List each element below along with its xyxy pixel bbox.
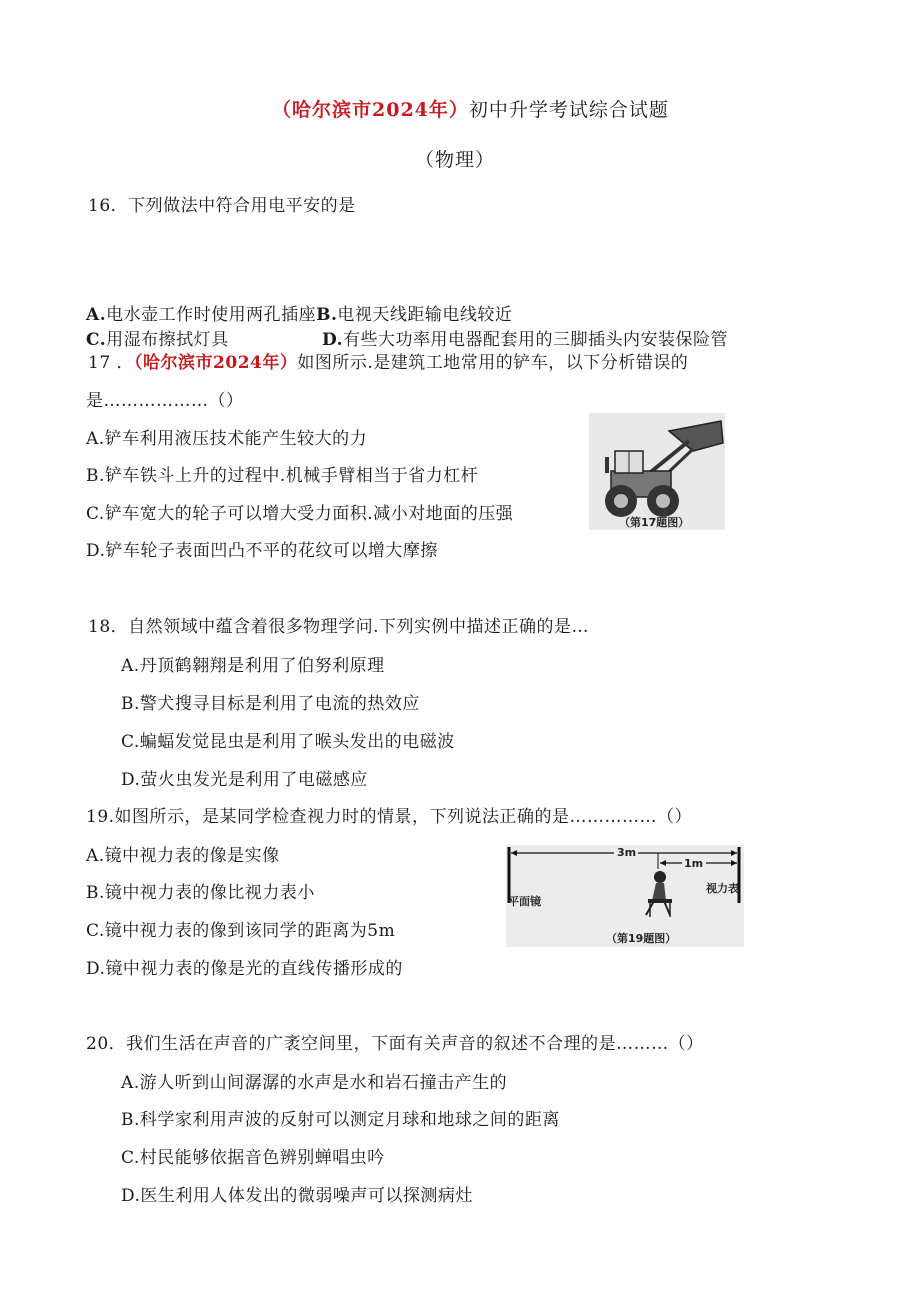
eye-test-figure — [506, 845, 744, 947]
question-17-option-d: D.铲车轮子表面凹凸不平的花纹可以增大摩擦 — [86, 541, 438, 561]
question-19-option-d: D.镜中视力表的像是光的直线传播形成的 — [86, 959, 403, 979]
question-18-option-b: B.警犬搜寻目标是利用了电流的热效应 — [121, 694, 420, 714]
question-number: 18 — [88, 617, 111, 637]
question-number: 17 — [88, 353, 111, 373]
question-20-option-a: A.游人听到山间潺潺的水声是水和岩石撞击产生的 — [121, 1073, 508, 1093]
question-17-stem-line2: 是………………（） — [86, 391, 244, 411]
subject-heading: （物理） — [415, 149, 496, 171]
answer-paren: （） — [668, 1034, 704, 1054]
question-18-option-c: C.蝙蝠发觉昆虫是利用了喉头发出的电磁波 — [121, 732, 455, 752]
question-17-option-a: A.铲车利用液压技术能产生较大的力 — [86, 429, 368, 449]
question-20-stem: 20．我们生活在声音的广袤空间里，下面有关声音的叙述不合理的是………（） — [86, 1034, 704, 1054]
question-source: （哈尔滨市2024年） — [134, 353, 298, 373]
eye-test-illustration — [506, 845, 744, 947]
answer-paren: （） — [657, 807, 693, 827]
question-number: 20 — [86, 1034, 109, 1054]
question-text: ．我们生活在声音的广袤空间里，下面有关声音的叙述不合理的是 — [108, 1034, 617, 1054]
title-source: （哈尔滨市2024年） — [272, 99, 469, 121]
distance-3m-label: 3m — [617, 846, 637, 859]
loader-figure — [589, 413, 725, 530]
figure-17-caption: （第17题图） — [619, 516, 690, 529]
page-title — [272, 95, 669, 122]
question-text: 如图所示，是某同学检查视力时的情景，下列说法正确的是 — [114, 807, 570, 827]
question-16-option-d: D.有些大功率用电器配套用的三脚插头内安装保险管 — [322, 330, 729, 350]
question-16-stem — [88, 191, 356, 216]
distance-1m-label: 1m — [684, 857, 704, 870]
question-17-option-c: C.铲车宽大的轮子可以增大受力面积.减小对地面的压强 — [86, 504, 514, 524]
question-text: 如图所示.是建筑工地常用的铲车，以下分析错误的 — [297, 353, 689, 373]
mirror-label: 平面镜 — [508, 895, 541, 908]
answer-paren: （） — [208, 391, 244, 411]
question-19-option-a: A.镜中视力表的像是实像 — [86, 846, 280, 866]
eye-chart-label: 视力表 — [706, 882, 739, 895]
question-text: ．下列做法中符合用电平安的是 — [110, 196, 356, 216]
question-16-option-a: A.电水壶工作时使用两孔插座B.电视天线距输电线较近 — [86, 305, 513, 325]
question-punct: ． — [116, 353, 135, 373]
question-20-option-c: C.村民能够依据音色辨别蝉唱虫吟 — [121, 1148, 385, 1168]
loader-illustration — [589, 413, 725, 530]
question-17-option-b: B.铲车铁斗上升的过程中.机械手臂相当于省力杠杆 — [86, 466, 479, 486]
question-19-stem: 19.如图所示，是某同学检查视力时的情景，下列说法正确的是……………（） — [86, 807, 693, 827]
question-20-option-d: D.医生利用人体发出的微弱噪声可以探测病灶 — [121, 1186, 473, 1206]
question-19-option-b: B.镜中视力表的像比视力表小 — [86, 883, 315, 903]
question-17-stem — [88, 348, 688, 373]
figure-19-caption: （第19题图） — [606, 932, 677, 945]
title-main: 初中升学考试综合试题 — [468, 99, 669, 121]
question-16-option-c: C.用湿布擦拭灯具 — [86, 330, 229, 350]
question-18-stem — [88, 612, 589, 637]
question-18-option-d: D.萤火虫发光是利用了电磁感应 — [121, 770, 368, 790]
question-number: 19. — [86, 807, 115, 827]
question-text: ．自然领域中蕴含着很多物理学问.下列实例中描述正确的是… — [110, 617, 590, 637]
question-number: 16 — [88, 196, 111, 216]
question-18-option-a: A.丹顶鹤翱翔是利用了伯努利原理 — [121, 656, 385, 676]
question-20-option-b: B.科学家利用声波的反射可以测定月球和地球之间的距离 — [121, 1110, 560, 1130]
question-19-option-c: C.镜中视力表的像到该同学的距离为5m — [86, 921, 396, 941]
